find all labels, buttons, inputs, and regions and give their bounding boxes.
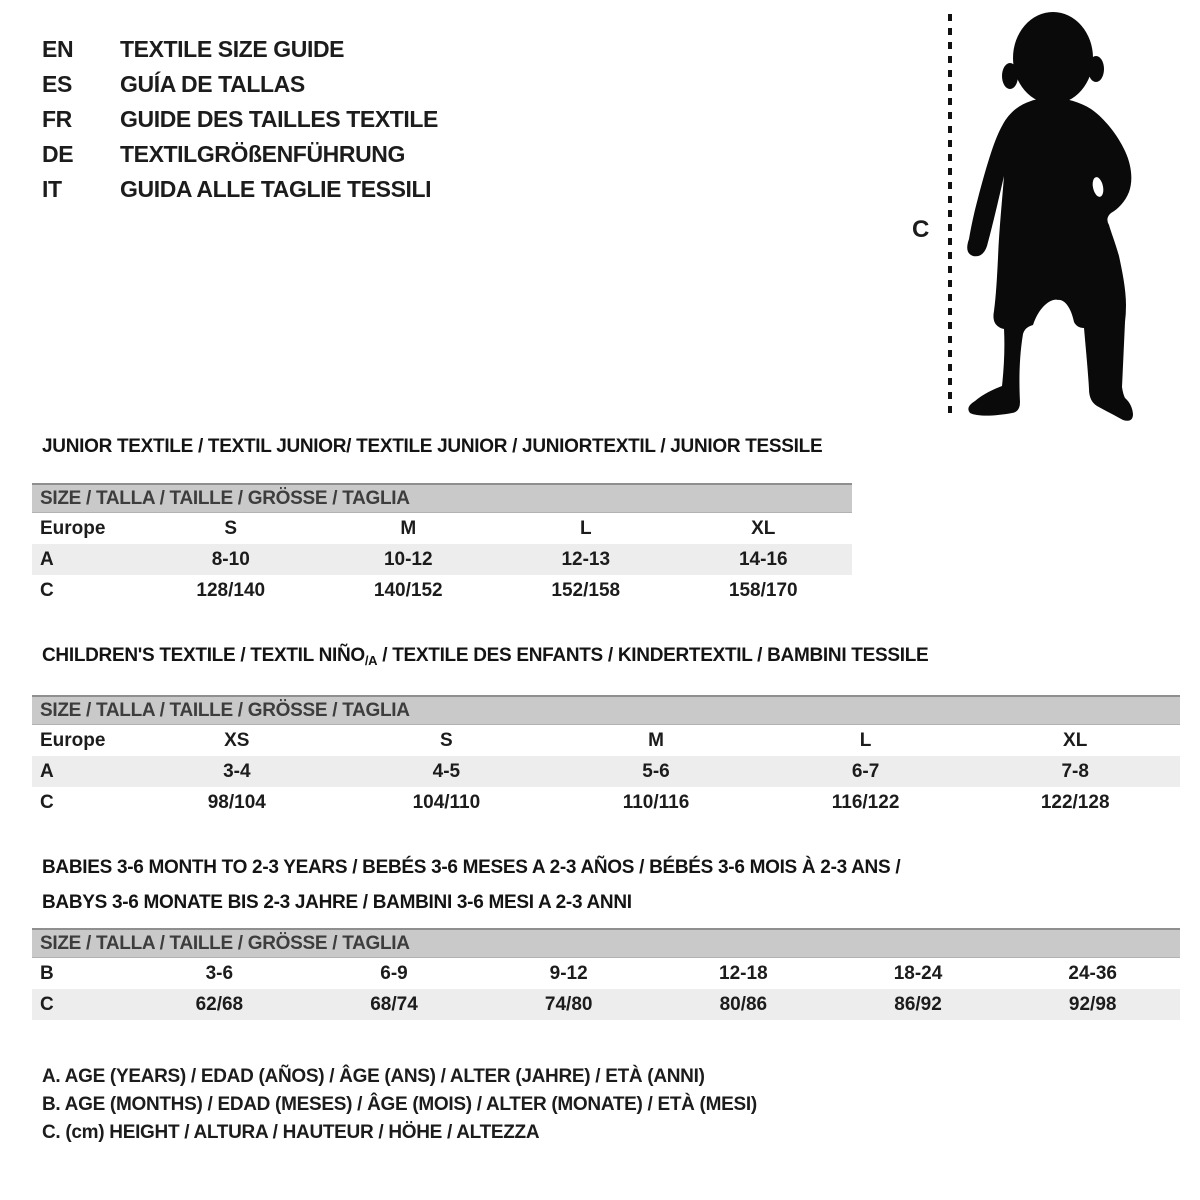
size-cell: S — [224, 517, 238, 539]
height-measure-label: C — [912, 216, 930, 243]
row-label: A — [40, 548, 54, 570]
children-size-table — [32, 695, 1180, 818]
size-cell: XS — [224, 729, 250, 751]
size-header-bar: SIZE / TALLA / TAILLE / GRÖSSE / TAGLIA — [32, 928, 1180, 958]
value-cell: 74/80 — [544, 993, 593, 1015]
guide-title: TEXTILE SIZE GUIDE — [120, 36, 345, 62]
size-cell: XL — [751, 517, 776, 539]
value-cell: 98/104 — [207, 791, 266, 813]
language-row — [42, 32, 438, 67]
size-cell: L — [579, 517, 592, 539]
value-cell: 110/116 — [622, 791, 690, 813]
language-title-list — [42, 32, 438, 207]
size-header-bar: SIZE / TALLA / TAILLE / GRÖSSE / TAGLIA — [32, 695, 1180, 725]
value-cell: 8-10 — [211, 548, 250, 570]
language-code: IT — [42, 176, 62, 202]
language-code: DE — [42, 141, 74, 167]
legend-line-a: A. AGE (YEARS) / EDAD (AÑOS) / ÂGE (ANS) / ALTER (JAHRE) / ETÀ (ANNI) — [42, 1066, 705, 1087]
language-code: ES — [42, 71, 72, 97]
value-cell: 5-6 — [642, 760, 670, 782]
guide-title: GUÍA DE TALLAS — [120, 71, 305, 97]
size-cell: XL — [1063, 729, 1088, 751]
title-text: CHILDREN'S TEXTILE / TEXTIL NIÑO — [42, 645, 365, 666]
value-cell: 24-36 — [1068, 962, 1117, 984]
title-line: BABIES 3-6 MONTH TO 2-3 YEARS / BEBÉS 3-6 MESES A 2-3 AÑOS / BÉBÉS 3-6 MOIS À 2-3 ANS / — [42, 857, 901, 878]
size-row — [32, 725, 1180, 756]
table-row-a — [32, 544, 852, 575]
legend-line-c: C. (cm) HEIGHT / ALTURA / HAUTEUR / HÖHE / ALTEZZA — [42, 1122, 540, 1143]
region-label: Europe — [40, 729, 106, 751]
size-cell: S — [440, 729, 453, 751]
value-cell: 128/140 — [196, 579, 266, 601]
value-cell: 68/74 — [370, 993, 418, 1015]
value-cell: 9-12 — [549, 962, 588, 984]
value-cell: 80/86 — [719, 993, 768, 1015]
guide-title: GUIDA ALLE TAGLIE TESSILI — [120, 176, 432, 202]
section-title-children — [42, 645, 928, 668]
language-code: FR — [42, 106, 72, 132]
table-row-c — [32, 575, 852, 606]
value-cell: 116/122 — [831, 791, 900, 813]
language-code: EN — [42, 36, 74, 62]
value-cell: 104/110 — [412, 791, 481, 813]
language-row — [42, 137, 438, 172]
size-cell: L — [859, 729, 872, 751]
value-cell: 122/128 — [1040, 791, 1110, 813]
region-label: Europe — [40, 517, 106, 539]
value-cell: 86/92 — [894, 993, 942, 1015]
table-row-c — [32, 989, 1180, 1020]
value-cell: 10-12 — [383, 548, 433, 570]
toddler-silhouette — [956, 6, 1146, 431]
value-cell: 6-9 — [380, 962, 408, 984]
section-title-junior: JUNIOR TEXTILE / TEXTIL JUNIOR/ TEXTILE JUNIOR / JUNIORTEXTIL / JUNIOR TESSILE — [42, 436, 823, 457]
junior-size-table — [32, 483, 852, 606]
language-row — [42, 67, 438, 102]
value-cell: 3-6 — [205, 962, 234, 984]
row-label: C — [40, 579, 54, 601]
size-cell: M — [648, 729, 664, 751]
value-cell: 14-16 — [738, 548, 788, 570]
size-header-bar: SIZE / TALLA / TAILLE / GRÖSSE / TAGLIA — [32, 483, 852, 513]
value-cell: 3-4 — [223, 760, 251, 782]
table-row-a — [32, 756, 1180, 787]
language-row — [42, 172, 438, 207]
value-cell: 140/152 — [373, 579, 443, 601]
row-label: C — [40, 791, 54, 813]
language-row — [42, 102, 438, 137]
title-subscript: /A — [364, 653, 378, 668]
size-row — [32, 513, 852, 544]
measurement-legend — [42, 1066, 757, 1150]
guide-title: TEXTILGRÖßENFÜHRUNG — [120, 141, 405, 167]
height-dashed-line — [948, 14, 952, 417]
row-label: C — [40, 993, 54, 1015]
value-cell: 152/158 — [551, 579, 621, 601]
value-cell: 92/98 — [1068, 993, 1117, 1015]
table-row-b — [32, 958, 1180, 989]
value-cell: 158/170 — [728, 579, 798, 601]
value-cell: 4-5 — [432, 760, 461, 782]
value-cell: 6-7 — [851, 760, 880, 782]
table-row-c — [32, 787, 1180, 818]
value-cell: 12-18 — [719, 962, 768, 984]
row-label: A — [40, 760, 54, 782]
guide-title: GUIDE DES TAILLES TEXTILE — [120, 106, 438, 132]
value-cell: 62/68 — [195, 993, 244, 1015]
size-cell: M — [400, 517, 417, 539]
row-label: B — [40, 962, 54, 984]
value-cell: 18-24 — [893, 962, 943, 984]
title-text: / TEXTILE DES ENFANTS / KINDERTEXTIL / BAMBINI TESSILE — [377, 645, 929, 666]
value-cell: 7-8 — [1061, 760, 1089, 782]
section-title-babies — [42, 850, 1142, 920]
babies-size-table — [32, 928, 1180, 1020]
value-cell: 12-13 — [561, 548, 611, 570]
legend-line-b: B. AGE (MONTHS) / EDAD (MESES) / ÂGE (MOIS) / ALTER (MONATE) / ETÀ (MESI) — [42, 1094, 757, 1115]
title-line: BABYS 3-6 MONATE BIS 2-3 JAHRE / BAMBINI 3-6 MESI A 2-3 ANNI — [42, 892, 632, 913]
